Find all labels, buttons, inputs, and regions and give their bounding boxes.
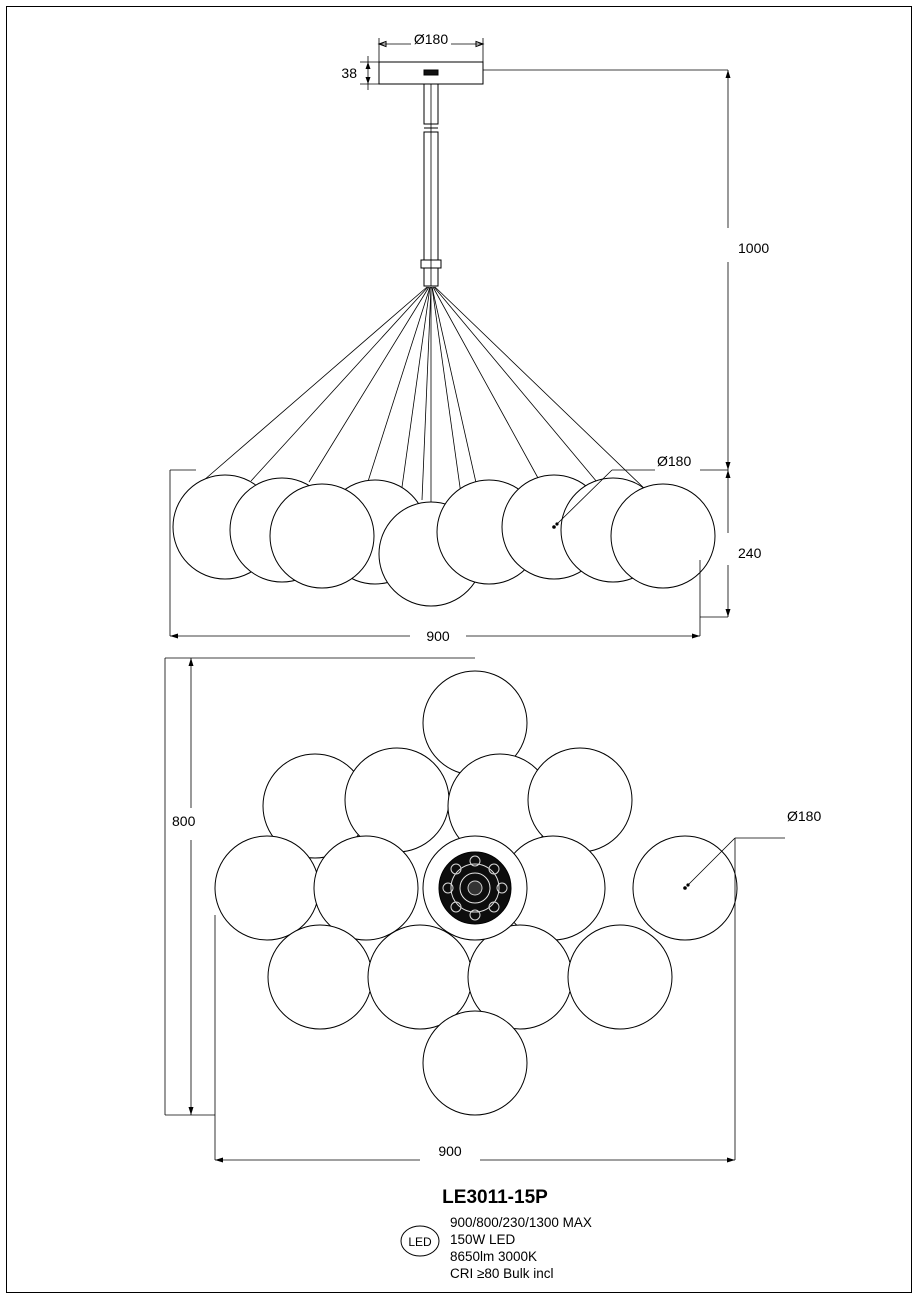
spec-line-4: CRI ≥80 Bulk incl (450, 1266, 554, 1281)
spec-line-3: 8650lm 3000K (450, 1249, 538, 1264)
dim-canopy-diameter: Ø180 (413, 31, 449, 47)
dim-globe-diameter-plan: Ø180 (787, 808, 822, 824)
dim-canopy-height: 38 (341, 65, 357, 81)
dim-cluster-width-front: 900 (426, 628, 450, 644)
dim-drop-length: 1000 (738, 240, 770, 256)
globe-cluster-front (173, 475, 715, 606)
led-badge-label: LED (408, 1235, 432, 1249)
dim-plan-width: 900 (438, 1143, 462, 1159)
product-code: LE3011-15P (442, 1187, 548, 1208)
spec-line-1: 900/800/230/1300 MAX (450, 1215, 592, 1230)
canopy-height-dimension (360, 56, 379, 90)
dim-cluster-height: 240 (738, 545, 762, 561)
spec-line-2: 150W LED (450, 1232, 516, 1247)
suspension-rod (421, 84, 441, 286)
dim-globe-diameter-front: Ø180 (657, 453, 692, 469)
drop-dimension (483, 70, 731, 470)
dim-plan-height: 800 (172, 813, 196, 829)
center-hardware (439, 852, 511, 924)
